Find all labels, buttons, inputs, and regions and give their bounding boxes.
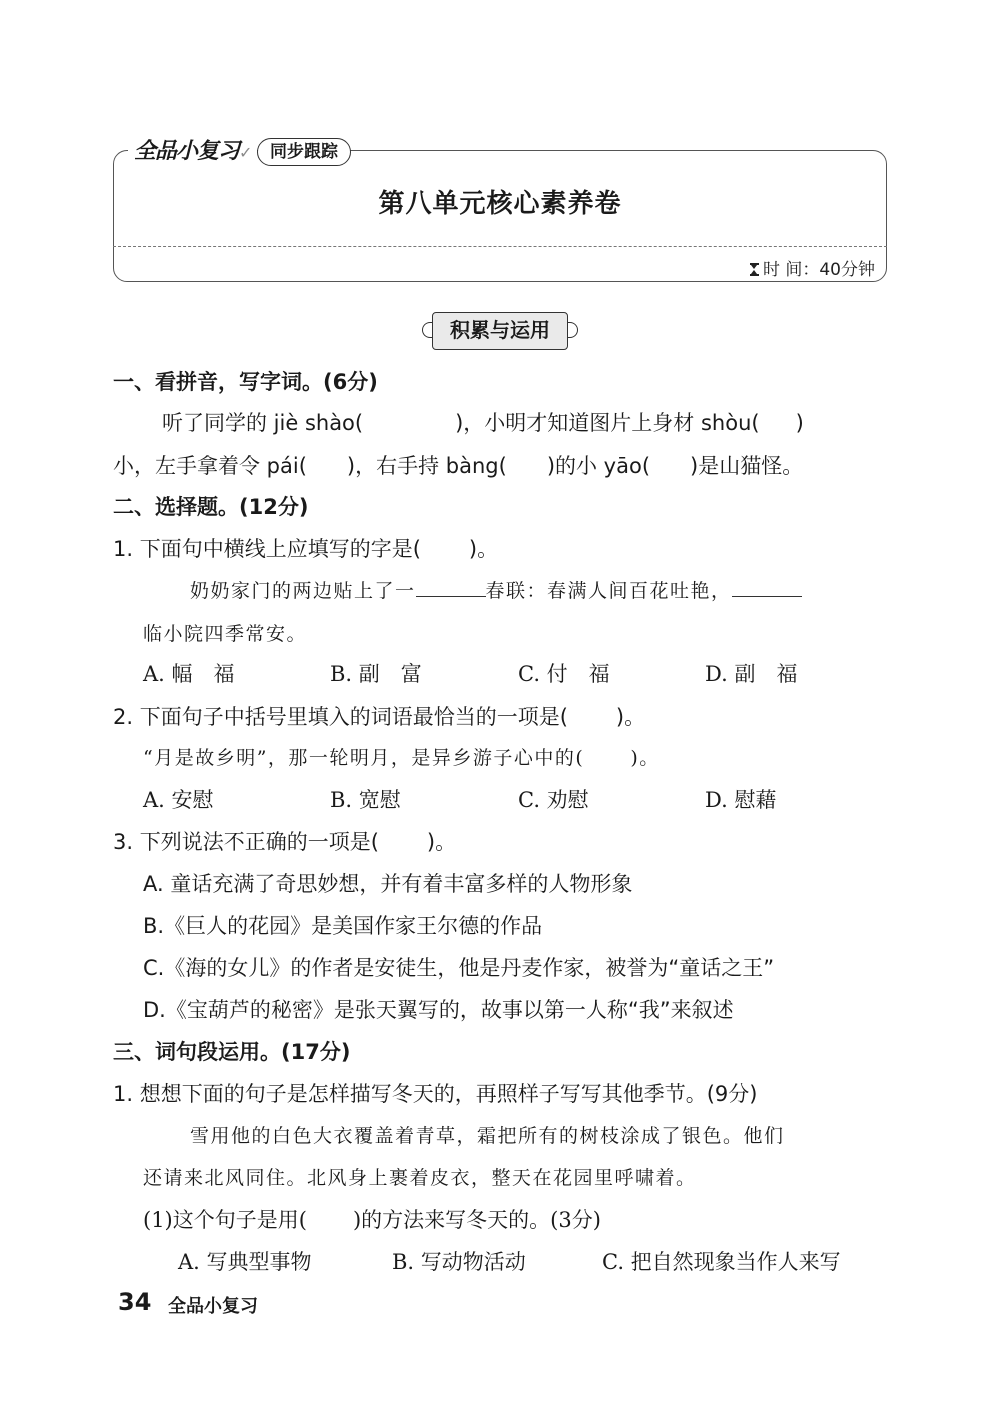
sync-tag: 同步跟踪 xyxy=(257,138,351,166)
q2-item2-stem-text: 2. 下面句子中括号里填入的词语最恰当的一项是( xyxy=(113,705,568,729)
q1-line1 xyxy=(162,407,804,437)
fill-in-line[interactable] xyxy=(416,595,486,597)
q2-item2-text-a: “月是故乡明”，那一轮明月，是异乡游子心中的( xyxy=(143,747,585,769)
q2-item3-option-c[interactable]: C.《海的女儿》的作者是安徒生，他是丹麦作家，被誉为“童话之王” xyxy=(143,956,775,980)
fill-in-line[interactable] xyxy=(732,595,802,597)
q1-line2-part-b: )，右手持 bàng( xyxy=(346,454,507,478)
q1-line1-part-b: )，小明才知道图片上身材 shòu( xyxy=(455,411,760,435)
paper-title: 第八单元核心素养卷 xyxy=(378,189,622,219)
hourglass-icon xyxy=(750,263,759,276)
q2-item3-stem-end: )。 xyxy=(426,830,457,854)
header-divider xyxy=(113,246,887,247)
footer-brand: 全品小复习 xyxy=(168,1296,258,1317)
q2-item2-stem xyxy=(113,701,645,731)
q2-item1-stem-end: )。 xyxy=(468,537,499,561)
q3-item1-option-b[interactable]: B. 写动物活动 xyxy=(392,1250,526,1274)
q2-item1-stem xyxy=(113,533,498,563)
q2-heading: 二、选择题。(12分) xyxy=(113,495,309,519)
q1-line1-part-c: ) xyxy=(795,411,804,435)
page-number: 34 xyxy=(118,1288,152,1316)
q2-item2-option-d[interactable]: D. 慰藉 xyxy=(705,788,777,812)
q2-item1-option-b[interactable]: B. 副 富 xyxy=(330,662,422,686)
q2-item3-stem-text: 3. 下列说法不正确的一项是( xyxy=(113,830,379,854)
q2-item2-passage xyxy=(143,743,660,770)
q3-item1-sub1 xyxy=(143,1204,601,1234)
q2-item2-text-b: )。 xyxy=(630,747,660,769)
q1-line1-part-a: 听了同学的 jiè shào( xyxy=(162,411,364,435)
q2-item1-option-c[interactable]: C. 付 福 xyxy=(518,662,610,686)
q3-heading: 三、词句段运用。(17分) xyxy=(113,1040,351,1064)
q2-item2-stem-end: )。 xyxy=(615,705,646,729)
q2-item1-option-d[interactable]: D. 副 福 xyxy=(705,662,798,686)
q3-item1-sub1-text-b: )的方法来写冬天的。(3分) xyxy=(352,1208,601,1232)
q1-line2-part-c: )的小 yāo( xyxy=(546,454,651,478)
q1-line2-part-a: 小，左手拿着令 pái( xyxy=(113,454,307,478)
q2-item1-stem-text: 1. 下面句中横线上应填写的字是( xyxy=(113,537,421,561)
q3-item1-option-c[interactable]: C. 把自然现象当作人来写 xyxy=(602,1250,841,1274)
q2-item3-option-b[interactable]: B.《巨人的花园》是美国作家王尔德的作品 xyxy=(143,914,543,938)
q2-item1-option-a[interactable]: A. 幅 福 xyxy=(143,662,235,686)
brand-logo-text: 全品小复习 xyxy=(134,139,240,164)
q2-item2-option-a[interactable]: A. 安慰 xyxy=(143,788,214,812)
q2-item3-stem xyxy=(113,826,456,856)
time-info xyxy=(700,255,875,280)
q2-item1-text-b: 春联：春满人间百花吐艳， xyxy=(485,580,732,602)
q2-item1-text-a: 奶奶家门的两边贴上了一 xyxy=(190,580,416,602)
q2-item2-option-b[interactable]: B. 宽慰 xyxy=(330,788,401,812)
q3-item1-sub1-text-a: (1)这个句子是用( xyxy=(143,1208,307,1232)
q2-item2-option-c[interactable]: C. 劝慰 xyxy=(518,788,589,812)
time-label: 时 间：40分钟 xyxy=(762,260,875,280)
q2-item3-option-a[interactable]: A. 童话充满了奇思妙想，并有着丰富多样的人物形象 xyxy=(143,872,633,896)
q2-item1-passage-line2: 临小院四季常安。 xyxy=(143,623,308,645)
q3-item1-passage-line1: 雪用他的白色大衣覆盖着青草，霜把所有的树枝涂成了银色。他们 xyxy=(190,1125,785,1147)
checkmark-icon: ✓ xyxy=(239,143,252,162)
brand-logo xyxy=(128,137,257,167)
q1-heading: 一、看拼音，写字词。(6分) xyxy=(113,370,378,394)
q2-item3-option-d[interactable]: D.《宝葫芦的秘密》是张天翼写的，故事以第一人称“我”来叙述 xyxy=(143,998,734,1022)
q1-line2 xyxy=(113,450,803,480)
q3-item1-option-a[interactable]: A. 写典型事物 xyxy=(178,1250,312,1274)
q3-item1-passage-line2: 还请来北风同住。北风身上裹着皮衣，整天在花园里呼啸着。 xyxy=(143,1167,697,1189)
q3-item1-stem: 1. 想想下面的句子是怎样描写冬天的，再照样子写写其他季节。(9分) xyxy=(113,1082,758,1106)
section-banner xyxy=(420,310,580,354)
q1-line2-part-d: )是山猫怪。 xyxy=(690,454,804,478)
section-banner-label: 积累与运用 xyxy=(432,312,568,350)
q2-item1-passage-line1 xyxy=(190,576,802,603)
